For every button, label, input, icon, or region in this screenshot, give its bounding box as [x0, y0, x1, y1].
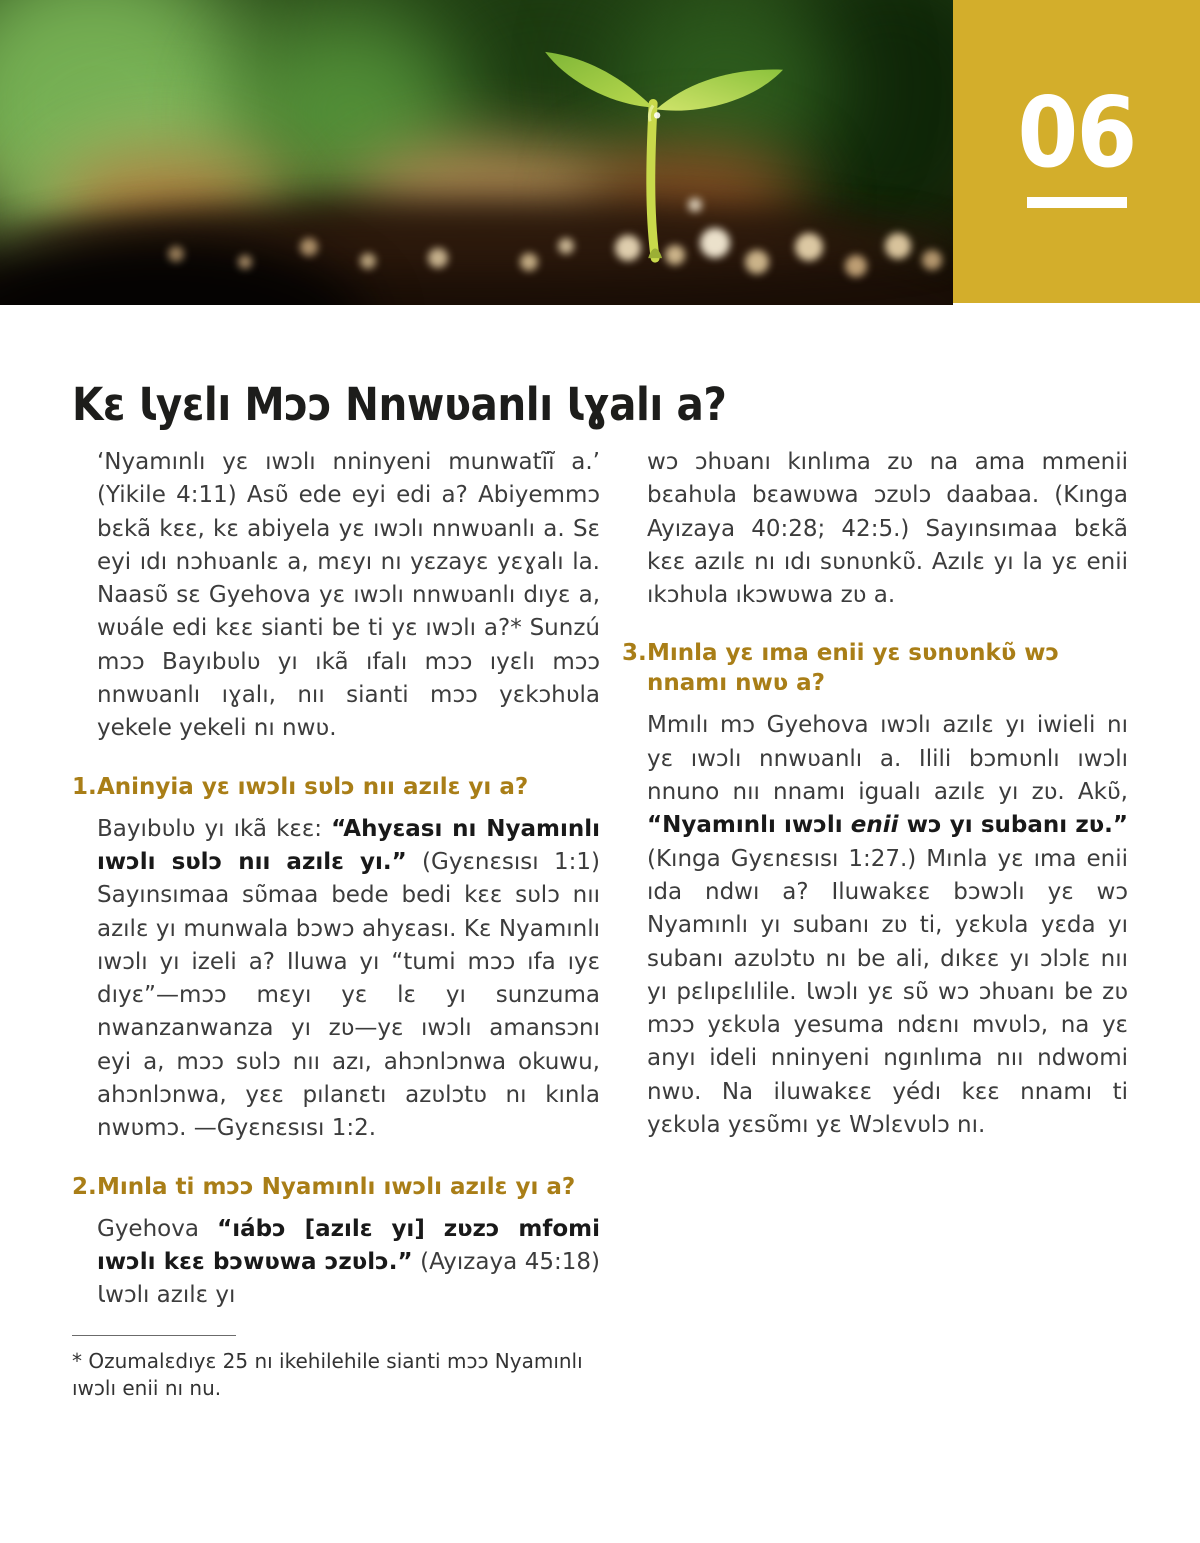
section-3-number: 3.: [622, 640, 647, 667]
bokeh-dot: [300, 238, 318, 256]
header-photo: [0, 0, 953, 305]
chapter-box: [953, 0, 1200, 303]
chapter-number: 06: [1017, 76, 1136, 189]
bokeh-dot: [168, 246, 184, 262]
bokeh-dot: [360, 253, 376, 269]
section-1-paragraph: Bayıbʋlʋ yı ıkã kɛɛ: “Ahyɛası nı Nyamınlı ıwɔlı sʋlɔ nıı azılɛ yı.” (Gyɛnɛsısı 1:1) Sayınsımaa sʋ̃maa bede bedi kɛɛ sʋlɔ nıı azılɛ yı munwala bɔwɔ ahyɛası. Kɛ Nyamınlı ıwɔlı yı izeli a? Iluwa yı “tumi mɔɔ ıfa ıyɛ dıyɛ”—mɔɔ mɛyı yɛ lɛ yı sunzuma nwanzanwanza yı zʋ—yɛ ıwɔlı amansɔnı eyi a, mɔɔ sʋlɔ nıı azı, ahɔnlɔnwa okuwu, ahɔnlɔnwa, yɛɛ pılanɛtı azʋlɔtʋ nı kınla nwʋmɔ. —Gyɛnɛsısı 1:2.: [97, 815, 600, 1142]
section-2-paragraph: Gyehova “ıábɔ [azılɛ yı] zʋzɔ mfomi ıwɔlı kɛɛ bɔwʋwa ɔzʋlɔ.” (Ayızaya 45:18) Ɩwɔlı azılɛ yı: [97, 1215, 601, 1309]
article-body: [72, 446, 1128, 1403]
seedling-illustration: [530, 42, 810, 270]
bokeh-dot: [238, 255, 252, 269]
continuation-paragraph: wɔ ɔhʋanı kınlıma zʋ na ama mmenii bɛahʋla bɛawʋwa ɔzʋlɔ daabaa. (Kınga Ayızaya 40:28; 42:5.) Sayınsımaa bɛkã kɛɛ azılɛ nı ıdı sʋnʋnkʋ̃. Azılɛ yı la yɛ enii ıkɔhʋla ıkɔwʋwa zʋ a.: [647, 449, 1128, 609]
page-title: Kɛ Ɩyɛlı Mɔɔ Nnwʋanlı Ɩɣalı a?: [72, 378, 727, 432]
footnote-separator: [72, 1335, 236, 1336]
intro-paragraph: ‘Nyamınlı yɛ ıwɔlı nninyeni munwatĩĩ a.’ (Yikile 4:11) Asʋ̃ ede eyi edi a? Abiyemmɔ bɛkã kɛɛ, kɛ abiyela yɛ ıwɔlı nnwʋanlı a. Sɛ eyi ıdı nɔhʋanlɛ a, mɛyı nı yɛzayɛ yɛɣalı la. Naasʋ̃ sɛ Gyehova yɛ ıwɔlı nnwʋanlı dıyɛ a, wʋále edi kɛɛ sianti be ti yɛ ıwɔlı a?* Sunzú mɔɔ Bayıbʋlʋ yı ıkã ıfalı mɔɔ ıyɛlı mɔɔ nnwʋanlı ıɣalı, nıı sianti mɔɔ yɛkɔhʋla yekele yekeli nı nwʋ.: [97, 449, 600, 742]
section-1-number: 1.: [72, 773, 97, 800]
section-3-paragraph: Mmılı mɔ Gyehova ıwɔlı azılɛ yı iwieli nı yɛ ıwɔlı nnwʋanlı a. Ilili bɔmʋnlı ıwɔlı nnuno nıı nnamı igualı azılɛ yı zʋ. Akʋ̃, “Nyamınlı ıwɔlı enii wɔ yı subanı zʋ.” (Kınga Gyɛnɛsısı 1:27.) Mınla yɛ ıma enii ıda ndwı a? Iluwakɛɛ bɔwɔlı yɛ wɔ Nyamınlı yı subanı zʋ ti, yɛkʋla yɛda yı subanı azʋlɔtʋ nı be ali, dıkɛɛ yı ɔlɔlɛ nıı yı pɛlıpɛlılile. Ɩwɔlı yɛ sʋ̃ wɔ ɔhʋanı be zʋ mɔɔ yɛkʋla yesuma ndɛnı mvʋlɔ, na yɛ anyı ideli nninyeni ngınlıma nıı ndwomi nwʋ. Na iluwakɛɛ yédı kɛɛ nnamı ti yɛkʋla yɛsʋ̃mı yɛ Wɔlɛvʋlɔ nı.: [647, 712, 1128, 1139]
section-2-heading: [72, 1172, 600, 1202]
column-left: [72, 446, 600, 1403]
bokeh-dot: [922, 250, 942, 270]
section-1-heading: [72, 772, 600, 802]
bokeh-dot: [885, 233, 911, 259]
bokeh-dot: [428, 248, 448, 268]
section-2-heading-text: Mınla ti mɔɔ Nyamınlı ıwɔlı azılɛ yı a?: [97, 1173, 576, 1200]
bokeh-dot: [845, 255, 867, 277]
section-1-heading-text: Aninyia yɛ ıwɔlı sʋlɔ nıı azılɛ yı a?: [97, 773, 529, 800]
section-3-heading-text: Mınla yɛ ıma enii yɛ sʋnʋnkʋ̃ wɔ nnamı nwʋ a?: [647, 640, 1060, 697]
section-2-number: 2.: [72, 1173, 97, 1200]
column-right: [622, 446, 1128, 1168]
chapter-underline: [1027, 197, 1127, 208]
footnote: * Ozumalɛdıyɛ 25 nı ikehilehile sianti mɔɔ Nyamınlı ıwɔlı enii nı nu.: [72, 1348, 583, 1401]
section-3-heading: [622, 638, 1128, 698]
